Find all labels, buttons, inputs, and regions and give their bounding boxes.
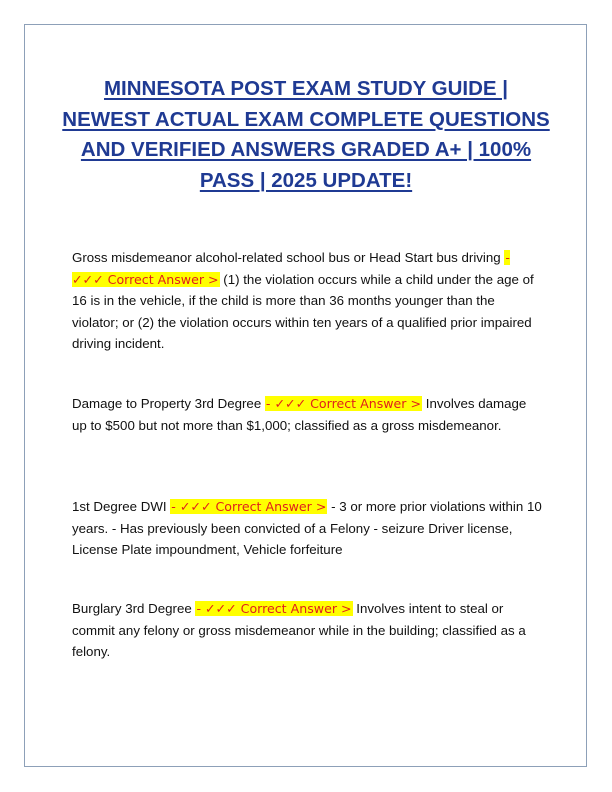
question-text: Damage to Property 3rd Degree (72, 396, 262, 411)
answer-text: (1) the violation occurs while a child under the age of 16 is in the vehicle, if the child is more than 36 months younger than the violator; or (2) the violation occurs within ten years of a qualified prior impaired driving incident. (72, 271, 534, 351)
document-title: MINNESOTA POST EXAM STUDY GUIDE | NEWEST ACTUAL EXAM COMPLETE QUESTIONS AND VERIFIED ANSWERS GRADED A+ | 100% PASS | 2025 UPDATE! (62, 77, 550, 192)
qa-item-3 (72, 496, 542, 561)
answer-text: - 3 or more prior violations within 10 years. - Has previously been convicted of a Felony - seizure Driver license, License Plate impoundment, Vehicle forfeiture (72, 499, 542, 557)
correct-answer-marker: - ✓✓✓ Correct Answer > (265, 396, 422, 411)
question-text: Gross misdemeanor alcohol-related school bus or Head Start bus driving (72, 250, 501, 265)
correct-answer-marker: - ✓✓✓ Correct Answer > (72, 250, 510, 287)
answer-text: Involves intent to steal or commit any felony or gross misdemeanor while in the building; classified as a felony. (72, 601, 526, 659)
correct-answer-marker: - ✓✓✓ Correct Answer > (196, 601, 352, 616)
qa-item-1 (72, 247, 542, 355)
answer-text: Involves damage up to $500 but not more than $1,000; classified as a gross misdemeanor. (72, 396, 527, 433)
question-text: Burglary 3rd Degree (72, 601, 192, 616)
qa-item-2 (72, 393, 542, 436)
correct-answer-marker: - ✓✓✓ Correct Answer > (171, 499, 327, 514)
qa-item-4 (72, 598, 542, 663)
question-text: 1st Degree DWI (72, 499, 167, 514)
